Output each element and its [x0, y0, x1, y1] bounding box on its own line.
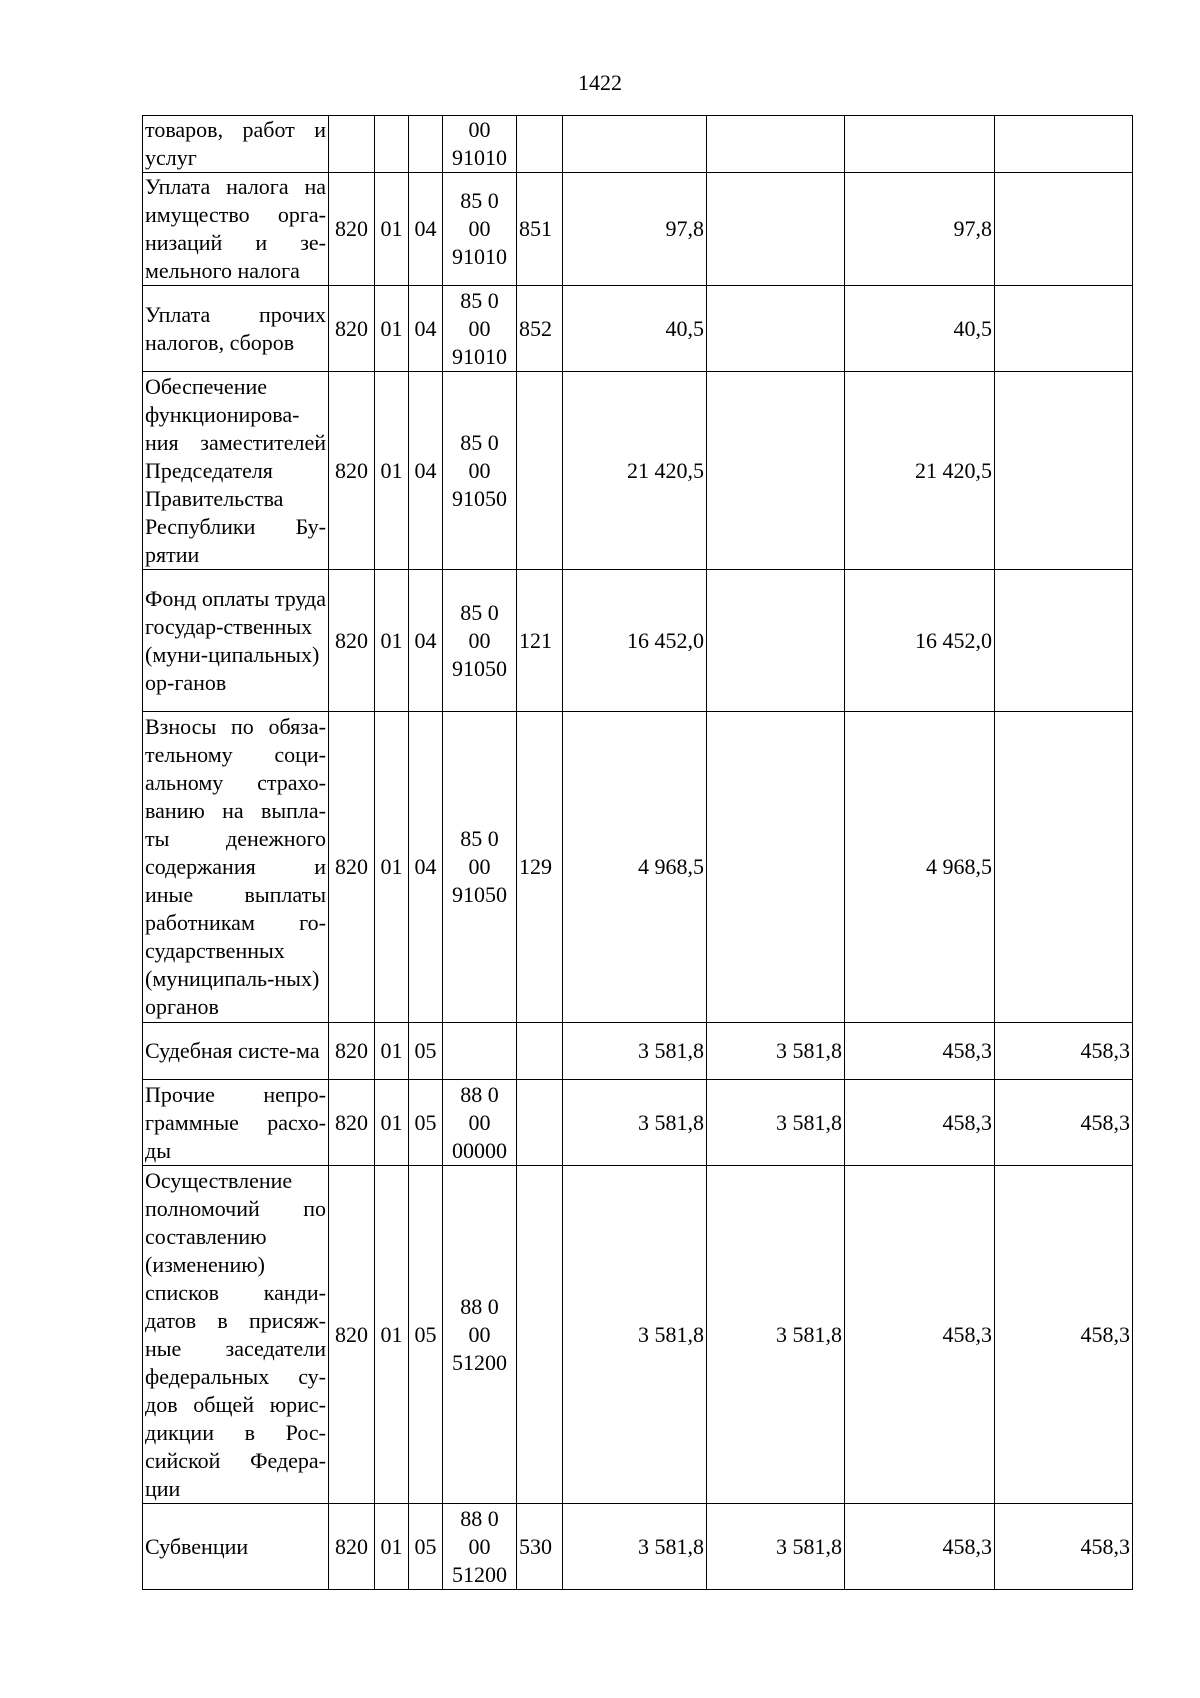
- row-name: Прочие непро-граммные расхо-ды: [143, 1080, 329, 1166]
- subsection-code: 05: [409, 1080, 443, 1166]
- amount-year2-federal: [995, 570, 1133, 712]
- amount-year2-federal: [995, 712, 1133, 1023]
- section-code: 01: [375, 1166, 409, 1504]
- subsection-code: 05: [409, 1504, 443, 1590]
- section-code: 01: [375, 286, 409, 372]
- amount-year1-federal: [707, 570, 845, 712]
- amount-year2: 4 968,5: [845, 712, 995, 1023]
- grbs-code: 820: [329, 1504, 375, 1590]
- expense-type-code: 121: [517, 570, 563, 712]
- row-name: Осуществление полномочий по составлению (изменению) списков канди-датов в присяж-ные заседатели федеральных су-дов общей юрис-дикции в Рос-сийской Федера-ции: [143, 1166, 329, 1504]
- subsection-code: 04: [409, 712, 443, 1023]
- target-article-code: 85 0 00 91050: [443, 372, 517, 570]
- row-name: Судебная систе-ма: [143, 1023, 329, 1080]
- row-name: Субвенции: [143, 1504, 329, 1590]
- amount-year1-federal: [707, 372, 845, 570]
- target-article-code: 88 0 00 00000: [443, 1080, 517, 1166]
- row-name: Фонд оплаты труда государ-ственных (муни-ципальных) ор-ганов: [143, 570, 329, 712]
- amount-year2: 16 452,0: [845, 570, 995, 712]
- amount-year1-federal: 3 581,8: [707, 1166, 845, 1504]
- amount-year2: 40,5: [845, 286, 995, 372]
- budget-table: [142, 115, 1133, 1590]
- amount-year1-federal: [707, 712, 845, 1023]
- grbs-code: 820: [329, 712, 375, 1023]
- table-row: [143, 1504, 1133, 1590]
- amount-year2: 458,3: [845, 1504, 995, 1590]
- row-name: Обеспечение функционирова-ния заместителей Председателя Правительства Республики Бу-рятии: [143, 372, 329, 570]
- table-row: [143, 116, 1133, 173]
- expense-type-code: [517, 372, 563, 570]
- expense-type-code: 851: [517, 173, 563, 286]
- section-code: 01: [375, 173, 409, 286]
- grbs-code: [329, 116, 375, 173]
- amount-year2: 458,3: [845, 1080, 995, 1166]
- subsection-code: 04: [409, 372, 443, 570]
- section-code: 01: [375, 372, 409, 570]
- table-row: [143, 1080, 1133, 1166]
- amount-year1: 40,5: [563, 286, 707, 372]
- amount-year2: 97,8: [845, 173, 995, 286]
- amount-year1: 4 968,5: [563, 712, 707, 1023]
- target-article-code: 85 0 00 91050: [443, 712, 517, 1023]
- amount-year1-federal: 3 581,8: [707, 1504, 845, 1590]
- expense-type-code: 530: [517, 1504, 563, 1590]
- row-name: Уплата налога на имущество орга-низаций и зе-мельного налога: [143, 173, 329, 286]
- row-name: Уплата прочих налогов, сборов: [143, 286, 329, 372]
- amount-year1: [563, 116, 707, 173]
- amount-year1: 97,8: [563, 173, 707, 286]
- amount-year2-federal: 458,3: [995, 1080, 1133, 1166]
- amount-year2: 458,3: [845, 1023, 995, 1080]
- expense-type-code: [517, 1166, 563, 1504]
- table-row: [143, 712, 1133, 1023]
- table-row: [143, 1166, 1133, 1504]
- table-row: [143, 1023, 1133, 1080]
- amount-year2-federal: [995, 116, 1133, 173]
- amount-year2-federal: [995, 372, 1133, 570]
- amount-year1-federal: 3 581,8: [707, 1080, 845, 1166]
- expense-type-code: [517, 1080, 563, 1166]
- amount-year1: 3 581,8: [563, 1504, 707, 1590]
- grbs-code: 820: [329, 1166, 375, 1504]
- amount-year1-federal: [707, 173, 845, 286]
- target-article-code: 85 0 00 91010: [443, 286, 517, 372]
- amount-year1: 3 581,8: [563, 1080, 707, 1166]
- row-name: товаров, работ и услуг: [143, 116, 329, 173]
- subsection-code: 05: [409, 1166, 443, 1504]
- amount-year2: 21 420,5: [845, 372, 995, 570]
- amount-year1-federal: [707, 286, 845, 372]
- section-code: 01: [375, 1504, 409, 1590]
- row-name: Взносы по обяза-тельному соци-альному страхо-ванию на выпла-ты денежного содержания и иные выплаты работникам го-сударственных (муниципаль-ных) органов: [143, 712, 329, 1023]
- subsection-code: [409, 116, 443, 173]
- amount-year2-federal: 458,3: [995, 1023, 1133, 1080]
- target-article-code: 88 0 00 51200: [443, 1504, 517, 1590]
- table-row: [143, 173, 1133, 286]
- subsection-code: 05: [409, 1023, 443, 1080]
- expense-type-code: 129: [517, 712, 563, 1023]
- section-code: 01: [375, 570, 409, 712]
- grbs-code: 820: [329, 372, 375, 570]
- expense-type-code: [517, 1023, 563, 1080]
- subsection-code: 04: [409, 173, 443, 286]
- section-code: 01: [375, 1023, 409, 1080]
- expense-type-code: 852: [517, 286, 563, 372]
- grbs-code: 820: [329, 286, 375, 372]
- target-article-code: [443, 1023, 517, 1080]
- section-code: [375, 116, 409, 173]
- subsection-code: 04: [409, 570, 443, 712]
- grbs-code: 820: [329, 1023, 375, 1080]
- amount-year1: 3 581,8: [563, 1023, 707, 1080]
- page-number: 1422: [578, 70, 622, 95]
- target-article-code: 85 0 00 91050: [443, 570, 517, 712]
- target-article-code: 88 0 00 51200: [443, 1166, 517, 1504]
- amount-year2: 458,3: [845, 1166, 995, 1504]
- target-article-code: 85 0 00 91010: [443, 173, 517, 286]
- expense-type-code: [517, 116, 563, 173]
- table-row: [143, 570, 1133, 712]
- amount-year2-federal: 458,3: [995, 1504, 1133, 1590]
- table-row: [143, 372, 1133, 570]
- amount-year1-federal: [707, 116, 845, 173]
- target-article-code: 00 91010: [443, 116, 517, 173]
- amount-year1: 3 581,8: [563, 1166, 707, 1504]
- amount-year1-federal: 3 581,8: [707, 1023, 845, 1080]
- amount-year1: 21 420,5: [563, 372, 707, 570]
- section-code: 01: [375, 712, 409, 1023]
- table-row: [143, 286, 1133, 372]
- section-code: 01: [375, 1080, 409, 1166]
- amount-year2-federal: 458,3: [995, 1166, 1133, 1504]
- amount-year1: 16 452,0: [563, 570, 707, 712]
- amount-year2: [845, 116, 995, 173]
- amount-year2-federal: [995, 286, 1133, 372]
- grbs-code: 820: [329, 173, 375, 286]
- grbs-code: 820: [329, 570, 375, 712]
- subsection-code: 04: [409, 286, 443, 372]
- grbs-code: 820: [329, 1080, 375, 1166]
- amount-year2-federal: [995, 173, 1133, 286]
